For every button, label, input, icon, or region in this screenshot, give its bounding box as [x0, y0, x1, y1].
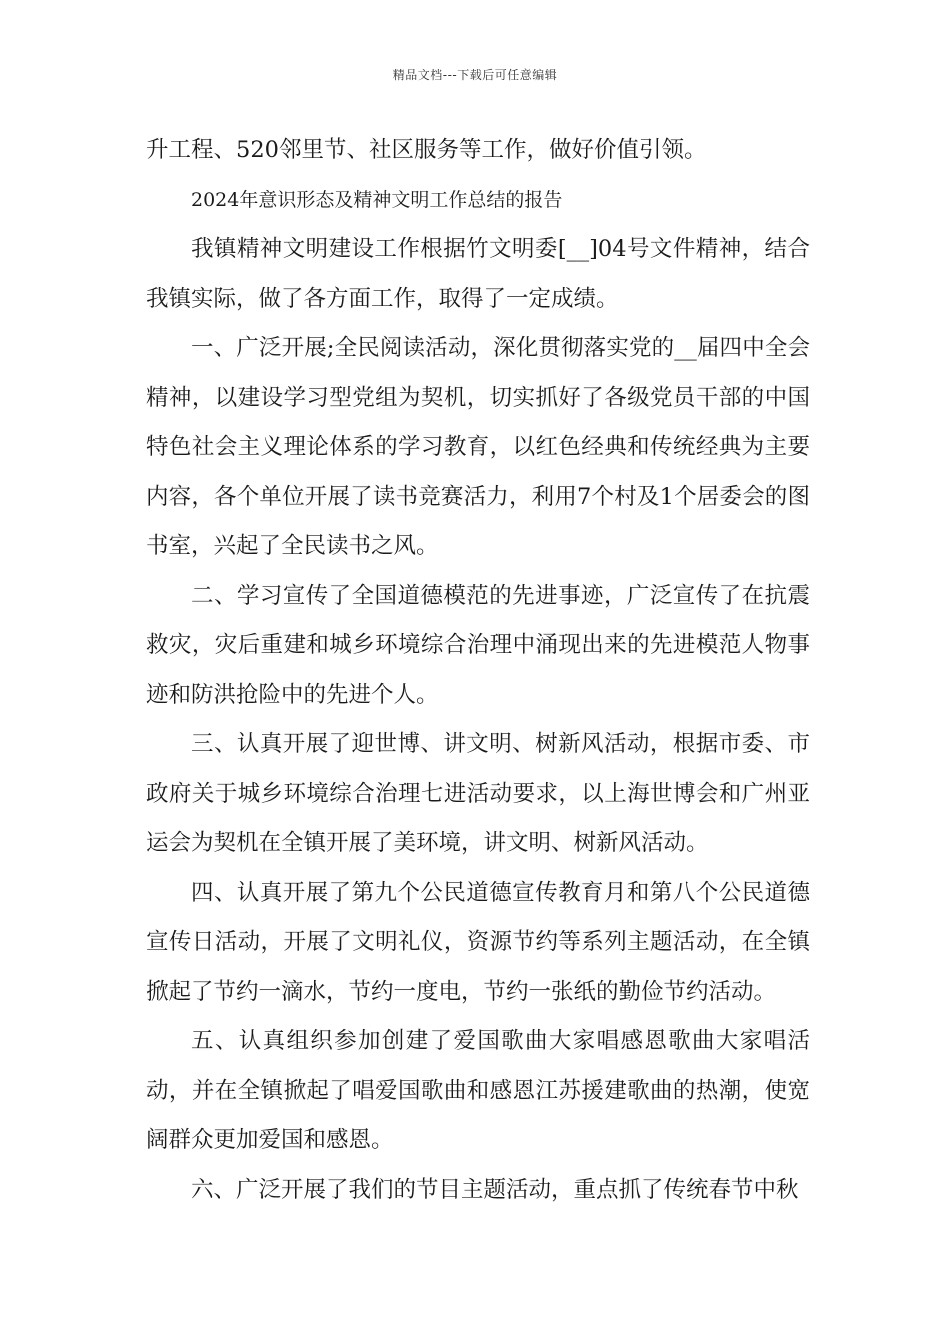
section-4-paragraph: 四、认真开展了第九个公民道德宣传教育月和第八个公民道德宣传日活动，开展了文明礼仪，资源节约等系列主题活动，在全镇掀起了节约一滴水，节约一度电，节约一张纸的勤俭节约活动。 [146, 879, 810, 1005]
section-5-paragraph: 五、认真组织参加创建了爱国歌曲大家唱感恩歌曲大家唱活动，并在全镇掀起了唱爱国歌曲和感恩江苏援建歌曲的热潮，使宽阔群众更加爱国和感恩。 [146, 1028, 810, 1153]
section-1-paragraph: 一、广泛开展;全民阅读活动，深化贯彻落实党的__届四中全会精神，以建设学习型党组为契机，切实抓好了各级党员干部的中国特色社会主义理论体系的学习教育，以红色经典和传统经典为主要内容，各个单位开展了读书竞赛活力，利用7个村及1个居委会的图书室，兴起了全民读书之风。 [146, 335, 810, 559]
section-2-paragraph: 二、学习宣传了全国道德模范的先进事迹，广泛宣传了在抗震救灾，灾后重建和城乡环境综合治理中涌现出来的先进模范人物事迹和防洪抢险中的先进个人。 [146, 582, 810, 708]
report-title: 2024年意识形态及精神文明工作总结的报告 [191, 188, 563, 211]
continuation-paragraph: 升工程、520邻里节、社区服务等工作，做好价值引领。 [146, 137, 707, 163]
document-body [146, 126, 810, 1215]
section-6-paragraph: 六、广泛开展了我们的节目主题活动，重点抓了传统春节中秋 [191, 1176, 799, 1203]
page-header: 精品文档---下载后可任意编辑 [392, 68, 558, 82]
section-3-paragraph: 三、认真开展了迎世博、讲文明、树新风活动，根据市委、市政府关于城乡环境综合治理七进活动要求，以上海世博会和广州亚运会为契机在全镇开展了美环境，讲文明、树新风活动。 [146, 731, 810, 856]
intro-paragraph: 我镇精神文明建设工作根据竹文明委[__]04号文件精神，结合我镇实际，做了各方面工作，取得了一定成绩。 [146, 236, 810, 312]
